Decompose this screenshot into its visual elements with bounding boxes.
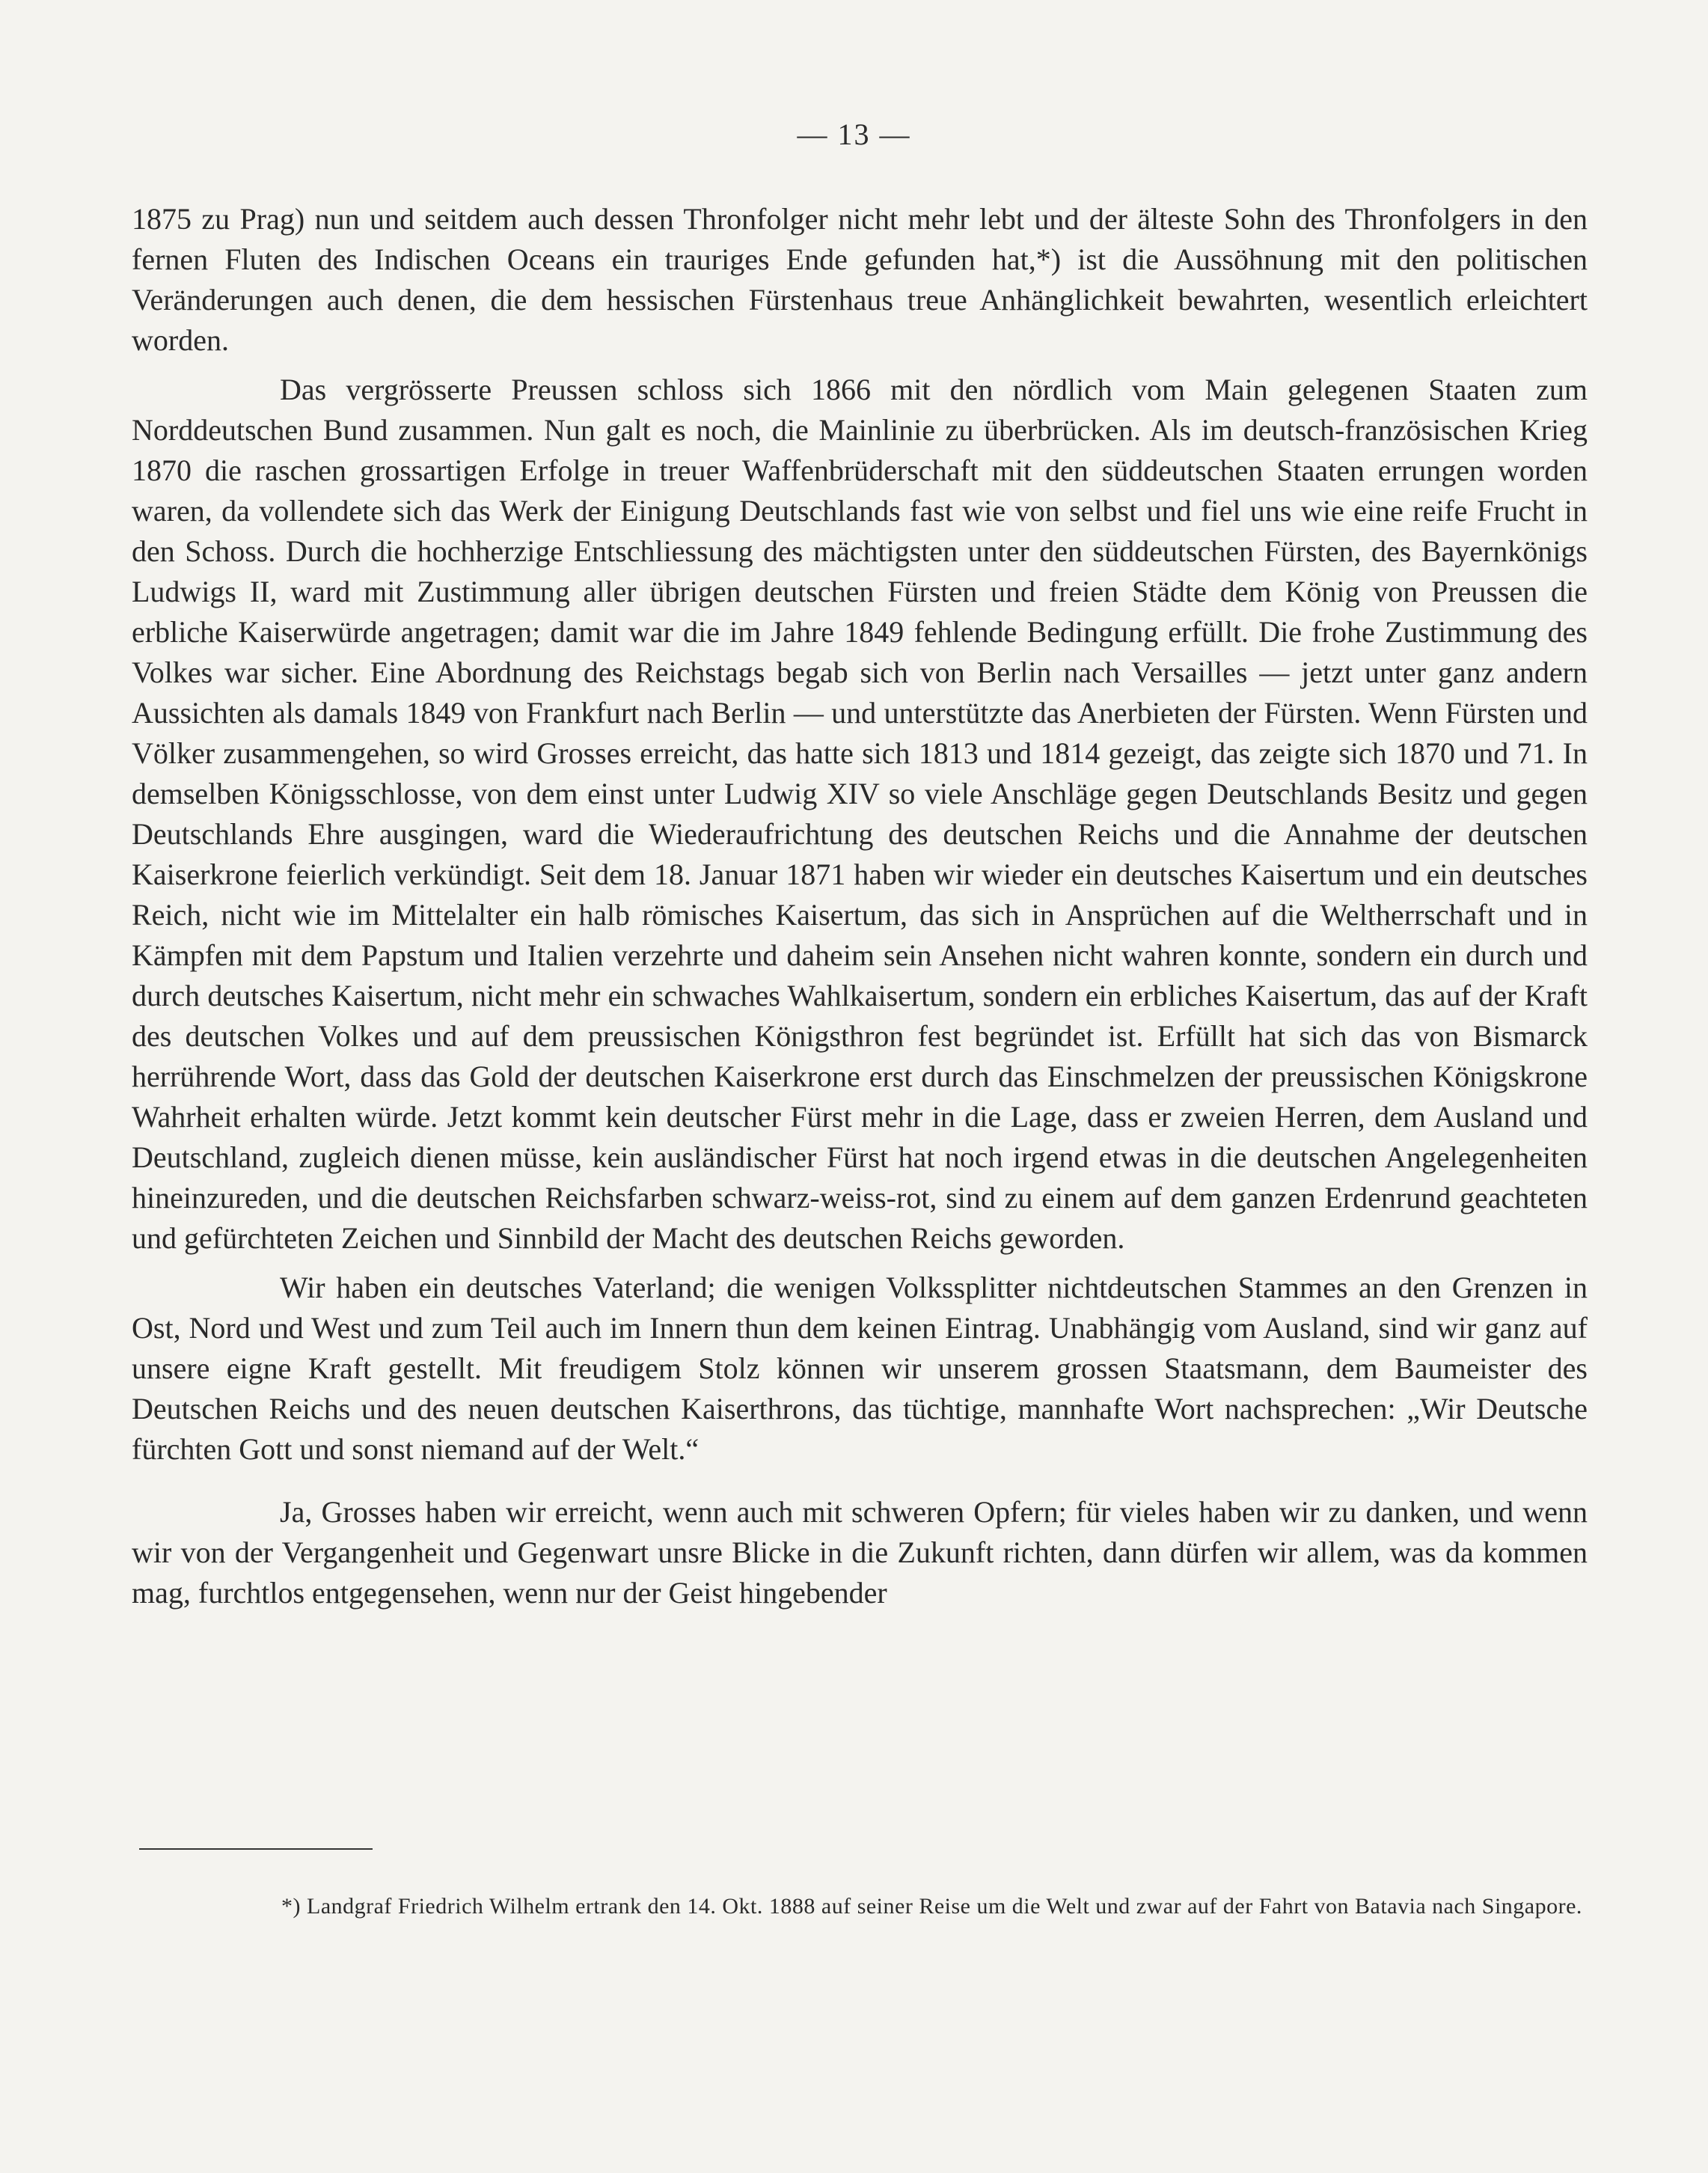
footnote: *) Landgraf Friedrich Wilhelm ertrank den 14. Okt. 1888 auf seiner Reise um die Welt und zwar auf der Fahrt von Batavia nach Singapore. [281,1894,1582,1919]
paragraph-deutsches-vaterland: Wir haben ein deutsches Vaterland; die wenigen Volkssplitter nichtdeutschen Stammes an den Grenzen in Ost, Nord und West und zum Teil auch im Innern thun dem keinen Eintrag. Unabhängig vom Ausland, sind wir ganz auf unsere eigne Kraft gestellt. Mit freudigem Stolz können wir unserem grossen Staatsmann, dem Baumeister des Deutschen Reichs und des neuen deutschen Kaiserthrons, das tüchtige, mannhafte Wort nachsprechen: „Wir Deutsche fürchten Gott und sonst niemand auf der Welt.“ [132,1271,1588,1466]
footnote-divider [139,1848,373,1850]
paragraph-continuation: 1875 zu Prag) nun und seitdem auch dessen Thronfolger nicht mehr lebt und der älteste Sohn des Thronfolgers in den fernen Fluten des Indischen Oceans ein trauriges Ende gefunden hat,*) ist die Aussöhnung mit den politischen Veränderungen auch denen, die dem hessischen Fürstenhaus treue Anhänglichkeit bewahrten, wesentlich erleichtert worden. [132,202,1588,357]
body-text [132,199,1588,1613]
paragraph-preussen-einigung: Das vergrösserte Preussen schloss sich 1866 mit den nördlich vom Main gelegenen Staaten zum Norddeutschen Bund zusammen. Nun galt es noch, die Mainlinie zu überbrücken. Als im deutsch-französischen Krieg 1870 die raschen grossartigen Erfolge in treuer Waffenbrüderschaft mit den süddeutschen Staaten errungen worden waren, da vollendete sich das Werk der Einigung Deutschlands fast wie von selbst und fiel uns wie eine reife Frucht in den Schoss. Durch die hochherzige Entschliessung des mächtigsten unter den süddeutschen Fürsten, des Bayernkönigs Ludwigs II, ward mit Zustimmung aller übrigen deutschen Fürsten und freien Städte dem König von Preussen die erbliche Kaiserwürde angetragen; damit war die im Jahre 1849 fehlende Bedingung erfüllt. Die frohe Zustimmung des Volkes war sicher. Eine Abordnung des Reichstags begab sich von Berlin nach Versailles — jetzt unter ganz andern Aussichten als damals 1849 von Frankfurt nach Berlin — und unterstützte das Anerbieten der Fürsten. Wenn Fürsten und Völker zusammengehen, so wird Grosses erreicht, das hatte sich 1813 und 1814 gezeigt, das zeigte sich 1870 und 71. In demselben Königsschlosse, von dem einst unter Ludwig XIV so viele Anschläge gegen Deutschlands Besitz und gegen Deutschlands Ehre ausgingen, ward die Wiederaufrichtung des deutschen Reichs und die Annahme der deutschen Kaiserkrone feierlich verkündigt. Seit dem 18. Januar 1871 haben wir wieder ein deutsches Kaisertum und ein deutsches Reich, nicht wie im Mittelalter ein halb römisches Kaisertum, das sich in Ansprüchen auf die Weltherrschaft und in Kämpfen mit dem Papstum und Italien verzehrte und daheim sein Ansehen nicht wahren konnte, sondern ein durch und durch deutsches Kaisertum, nicht mehr ein schwaches Wahlkaisertum, sondern ein erbliches Kaisertum, das auf der Kraft des deutschen Volkes und auf dem preussischen Königsthron fest begründet ist. Erfüllt hat sich das von Bismarck herrührende Wort, dass das Gold der deutschen Kaiserkrone erst durch das Einschmelzen der preussischen Königskrone Wahrheit erhalten würde. Jetzt kommt kein deutscher Fürst mehr in die Lage, dass er zweien Herren, dem Ausland und Deutschland, zugleich dienen müsse, kein ausländischer Fürst hat noch irgend etwas in die deutschen Angelegenheiten hineinzureden, und die deutschen Reichsfarben schwarz-weiss-rot, sind zu einem auf dem ganzen Erdenrund geachteten und gefürchteten Zeichen und Sinnbild der Macht des deutschen Reichs geworden. [132,373,1588,1255]
page-number: — 13 — [797,117,911,151]
paragraph-grosses-erreicht: Ja, Grosses haben wir erreicht, wenn auch mit schweren Opfern; für vieles haben wir zu danken, und wenn wir von der Vergangenheit und Gegenwart unsre Blicke in die Zukunft richten, dann dürfen wir allem, was da kommen mag, furchtlos entgegensehen, wenn nur der Geist hingebender [132,1495,1588,1610]
